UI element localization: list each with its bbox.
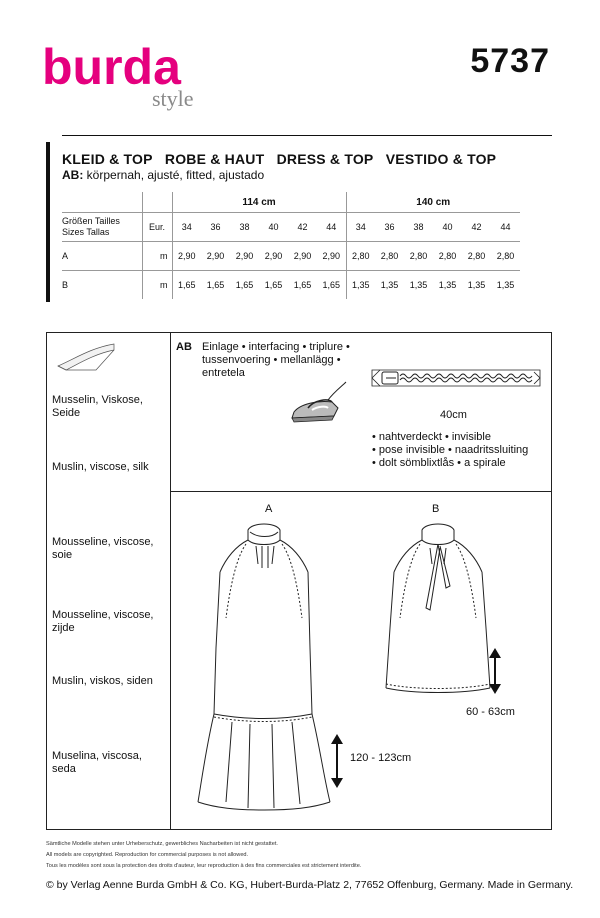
size-cell: 40 (433, 213, 462, 242)
fabric-fr: Mousseline, viscose, soie (52, 536, 154, 561)
size-header-label: Größen Tailles Sizes Tallas (62, 213, 142, 242)
yardage-cell: 2,90 (230, 242, 259, 271)
yardage-cell: 1,65 (293, 280, 312, 290)
yardage-cell: 2,80 (433, 242, 462, 271)
yardage-cell: 1,35 (346, 271, 375, 300)
size-cell: 36 (375, 213, 404, 242)
size-cell: 34 (346, 213, 375, 242)
yardage-cell: 2,90 (172, 242, 201, 271)
iron-icon (288, 378, 350, 428)
yardage-cell: 2,90 (259, 242, 288, 271)
yardage-cell: 2,80 (404, 242, 433, 271)
yardage-cell: 1,65 (264, 280, 283, 290)
eur-label: Eur. (142, 213, 172, 242)
title-de: KLEID & TOP (62, 151, 153, 167)
yardage-cell: 1,35 (438, 280, 457, 290)
yardage-cell: 2,90 (317, 242, 346, 271)
burda-style-logo (40, 40, 220, 118)
fabric-es: Muselina, viscosa, seda (52, 750, 142, 775)
interfacing-text: Einlage • interfacing • triplure • tussenvoering • mellanlägg • entretela (202, 341, 350, 379)
yardage-cell: 2,80 (462, 242, 491, 271)
yardage-cell: 1,35 (467, 280, 486, 290)
title-bar (46, 142, 50, 302)
title-es: VESTIDO & TOP (385, 151, 497, 167)
column-divider (170, 332, 171, 829)
fabric-sv: Muslin, viskos, siden (52, 675, 153, 687)
yardage-cell: 2,90 (201, 242, 230, 271)
fit-label: AB: (62, 168, 84, 182)
yardage-cell: 1,35 (409, 280, 428, 290)
unit-label: m (142, 242, 172, 271)
view-a-label: A (265, 503, 273, 515)
yardage-cell: 1,35 (380, 280, 399, 290)
yardage-cell: 2,90 (288, 242, 317, 271)
size-cell: 44 (491, 213, 520, 242)
table-row (62, 271, 520, 300)
size-cell: 36 (201, 213, 230, 242)
yardage-cell: 2,80 (346, 242, 375, 271)
size-cell: 42 (288, 213, 317, 242)
zipper-icon (368, 362, 544, 394)
dress-a-illustration (176, 518, 346, 818)
size-cell: 42 (462, 213, 491, 242)
size-cell: 38 (404, 213, 433, 242)
yardage-cell: 1,35 (496, 280, 515, 290)
view-b-label: B (432, 503, 440, 515)
length-arrow-icon (330, 732, 344, 790)
fit-line (62, 168, 264, 182)
fabric-en: Muslin, viscose, silk (52, 461, 149, 473)
fabric-nl: Mousseline, viscose, zijde (52, 609, 154, 634)
size-table (62, 192, 520, 299)
title-line (62, 151, 496, 167)
length-b: 60 - 63cm (466, 706, 515, 718)
fabric-width-140: 140 cm (346, 192, 520, 213)
yardage-cell: 2,80 (375, 242, 404, 271)
interfacing-views: AB (176, 341, 192, 353)
yardage-cell: 1,65 (322, 280, 341, 290)
size-cell: 40 (259, 213, 288, 242)
size-cell: 44 (317, 213, 346, 242)
zipper-text: • nahtverdeckt • invisible • pose invisible • naadritssluiting • dolt sömblixtlås • a spirale (372, 431, 529, 469)
title-en: DRESS & TOP (276, 151, 374, 167)
table-row (62, 242, 520, 271)
brand-name: burda (42, 40, 181, 95)
brand-sub: style (152, 86, 194, 111)
length-a: 120 - 123cm (350, 752, 412, 764)
yardage-cell: 1,65 (206, 280, 225, 290)
view-label: A (62, 242, 142, 271)
size-cell: 38 (230, 213, 259, 242)
yardage-cell: 2,80 (491, 242, 520, 271)
size-cell: 34 (172, 213, 201, 242)
copyright-note-en: All models are copyrighted. Reproduction for commercial purposes is not allowed. (46, 852, 249, 858)
copyright-note-fr: Tous les modèles sont sous la protection des droits d'auteur, leur reproduction à des fins commerciales est strictement interdite. (46, 863, 362, 869)
view-label: B (62, 280, 69, 290)
unit-label: m (142, 271, 172, 300)
yardage-cell: 1,65 (172, 271, 201, 300)
fabric-swatch-icon (56, 340, 116, 376)
notions-divider (170, 491, 551, 492)
header-rule (62, 135, 552, 136)
fabric-de: Musselin, Viskose, Seide (52, 394, 143, 419)
copyright-note-de: Sämtliche Modelle stehen unter Urheberschutz, gewerbliches Nacharbeiten ist nicht gestattet. (46, 841, 278, 847)
fabric-width-114: 114 cm (172, 192, 346, 213)
publisher-copyright: © by Verlag Aenne Burda GmbH & Co. KG, Hubert-Burda-Platz 2, 77652 Offenburg, Germany. Made in Germany. (46, 879, 574, 891)
yardage-cell: 1,65 (235, 280, 254, 290)
length-arrow-icon (488, 646, 502, 696)
title-fr: ROBE & HAUT (164, 151, 265, 167)
zipper-length: 40cm (440, 409, 467, 421)
fit-text: körpernah, ajusté, fitted, ajustado (86, 168, 265, 182)
pattern-number: 5737 (470, 42, 550, 80)
